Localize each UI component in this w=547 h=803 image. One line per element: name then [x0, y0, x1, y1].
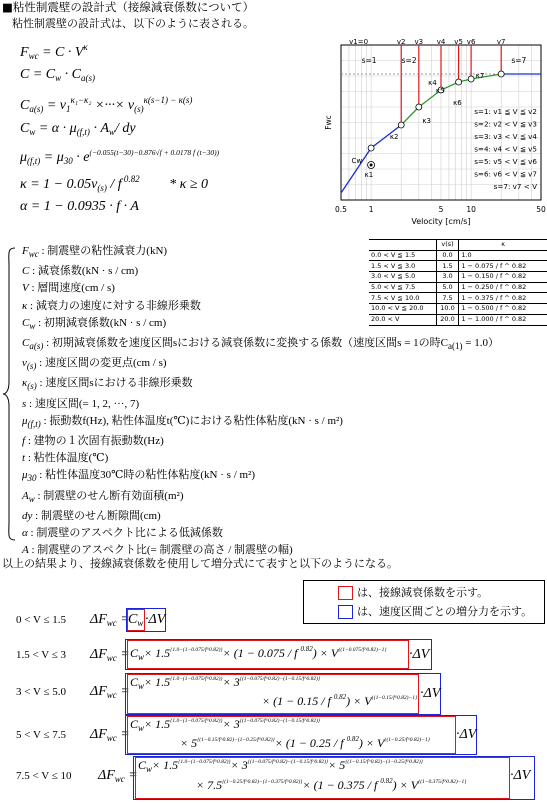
curve-label: κ1 [364, 171, 374, 179]
velocity-label: v4 [436, 38, 446, 46]
expr-row4a: $C_w\times 1.5^{\{1.0-(1-0.075/f\^{}0.82)\}}\times 3^{\{(1-0.075/f\^{}0.82)-(1-0.15/f\^{}0.82)\}}$ [130, 717, 321, 733]
table-header: κ [459, 240, 547, 251]
definition-item [22, 396, 499, 413]
table-cell: 1.5 < V ≦ 3.0 [369, 261, 436, 272]
definition-symbol: A [22, 489, 29, 502]
table-row [369, 304, 547, 315]
table-cell: 0.0 [436, 250, 459, 261]
curve-point [468, 76, 474, 82]
delta-f-2: $\Delta F_{wc}$ = [90, 647, 130, 663]
formula-2: $C = C_w \cdot C_{a(s)}$ [20, 67, 95, 83]
table-row [369, 314, 547, 325]
formula-1: $F_{wc} = C \cdot V^\kappa$ [20, 42, 88, 61]
definition-subscript: (f,t) [27, 418, 41, 429]
delta-f-4: $\Delta F_{wc}$ = [90, 727, 130, 743]
table-row [369, 250, 547, 261]
definition-subscript: wc [28, 249, 39, 259]
range-1: 0 < V ≤ 1.5 [16, 614, 67, 626]
table-header: v(s) [436, 240, 459, 251]
definition-item [22, 433, 499, 450]
definition-symbol: C [22, 265, 30, 278]
curve-label: κ5 [435, 87, 445, 95]
definition-symbol: κ [22, 377, 28, 390]
dv-row2: ·ΔV [409, 647, 430, 662]
definition-item [22, 467, 499, 487]
expr-row2: $C_w\times 1.5^{\{1.0-(1-0.075/f\^{}0.82)\}}\times (1 - 0.075 / f$ $^{0.82}) \times V^{\{(1-0.075/f\^{}0.82)-1\}}$ [130, 645, 387, 662]
formula-4: $C_w = \alpha \cdot \mu_{(f,t)} \cdot A_w/$ dy [20, 121, 136, 137]
expr-row5b: × $7.5^{\{(1-0.25/f\^{}0.82)-(1-0.375/f\^{}0.82)\}}\times (1 - 0.375 / f$ $^{0.82}) \times V^{\{(1-0.375/f\^{}0.82)-1\}}$ [196, 777, 467, 792]
definition-text: : 速度区間の変更点(cm / s) [36, 357, 167, 370]
velocity-label: v5 [454, 38, 463, 46]
table-cell: 7.5 [436, 293, 459, 304]
definition-text: : 初期減衰係数を速度区間sにおける減衰係数に変換する係数（速度区間s = 1の時C [43, 337, 448, 350]
velocity-label: v2 [396, 38, 406, 46]
x-tick-label: 10 [466, 205, 476, 214]
curve-label: κ7 [475, 72, 485, 80]
table-cell: 1 − 0.500 / f ^ 0.82 [459, 304, 547, 315]
table-cell: 1 − 0.250 / f ^ 0.82 [459, 282, 547, 293]
curve-segment-s2-s6 [401, 74, 501, 125]
table-cell: 10.0 [436, 304, 459, 315]
definition-symbol: μ [22, 414, 28, 427]
table-cell: 1 − 0.075 / f ^ 0.82 [459, 261, 547, 272]
velocity-label: v1=0 [349, 38, 369, 46]
definition-symbol: s [22, 397, 27, 410]
formula-3: $C_{a(s)} = v_1^{\kappa_1-\kappa_2}$ ×···× $v_{(s)}^{\kappa(s-1) - \kappa(s)}$ [20, 95, 193, 114]
definition-item [22, 450, 499, 467]
definition-symbol: F [22, 245, 29, 257]
x-tick-label: 50 [536, 205, 546, 214]
definition-subscript: w [28, 493, 35, 504]
definition-symbol: C [22, 316, 30, 329]
delta-f-5: $\Delta F_{wc}$ = [98, 768, 138, 784]
curve-point [398, 122, 404, 128]
table-cell: 0.0 < V ≦ 1.5 [369, 250, 436, 261]
formula-5: $\mu_{(f,t)} = \mu_{30} \cdot e^{(-0.055(t-30)-0.876√f + 0.0178 f (t-30))}$ [20, 148, 220, 166]
definition-symbol: μ [22, 469, 28, 482]
expr-row3b: × (1 − 0.15 / f $^{0.82}) \times V^{\{(1-0.15/f\^{}0.82)-1\}}$ [262, 693, 418, 708]
dv-row1: ·ΔV [145, 612, 166, 627]
definition-text: : 減衰力の速度に対する非線形乗数 [27, 299, 201, 312]
definition-subscript: a(s) [29, 341, 44, 352]
curve-label: κ3 [422, 117, 432, 125]
range-2: 1.5 < V ≤ 3 [16, 649, 67, 661]
definition-text: : 制震壁のアスペクト比による低減係数 [27, 527, 223, 540]
curve-point [416, 104, 422, 110]
summary-text: 以上の結果より、接線減衰係数を使用して増分式にて表すと以下のようになる。 [2, 557, 398, 570]
table-cell: 7.5 < V ≦ 10.0 [369, 293, 436, 304]
definition-text: : 減衰係数(kN · s / cm) [29, 265, 139, 278]
table-cell: 20.0 [436, 314, 459, 325]
curve-label: Cw [351, 157, 363, 165]
definition-subscript: (s) [27, 381, 37, 392]
definition-symbol: V [22, 282, 29, 295]
intro-text: 粘性制震壁の設計式は、以下のように表される。 [12, 17, 254, 30]
definition-text: : 振動数f(Hz), 粘性体温度t(℃)における粘性体粘度(kN · s / m²) [40, 414, 343, 427]
curve-label: κ6 [453, 99, 462, 107]
range-5: 7.5 < V ≤ 10 [16, 770, 72, 782]
formula-7: α = 1 − 0.0935 · f · A [20, 199, 139, 214]
definition-text: : 速度区間sにおける非線形乗数 [36, 377, 193, 390]
section-heading: ■粘性制震壁の設計式（接線減衰係数について） [2, 0, 255, 14]
blue-box-icon [338, 605, 353, 619]
legend-entry: s=1: v1 ≦ V ≦ v2 [474, 107, 537, 116]
table-cell: 10.0 < V ≦ 20.0 [369, 304, 436, 315]
definition-symbol: f [22, 435, 26, 448]
expr-row4b: × $5^{\{(1-0.15/f\^{}0.82)-(1-0.25/f\^{}0.82)\}}\times (1 - 0.25 / f$ $^{0.82}) \times V^{\{(1-0.25/f\^{}0.82)-1\}}$ [180, 735, 430, 750]
curve-label: κ2 [389, 133, 399, 141]
definition-item [22, 525, 499, 542]
definition-text: : 制震壁のアスペクト比(= 制震壁の高さ / 制震壁の幅) [28, 544, 293, 557]
table-cell: 20.0 < V [369, 314, 436, 325]
kappa-table-wrap [369, 239, 547, 326]
expr-row5a: $C_w\times 1.5^{\{1.0-(1-0.075/f\^{}0.82)\}}\times 3^{\{(1-0.075/f\^{}0.82)-(1-0.15/f\^{}0.82)\}}\times 5^{\{(1-0.15/f\^{}0.82)-(1-0.25/f\^{}0.82)\}}$ [138, 758, 423, 774]
table-row [369, 282, 547, 293]
definition-symbol: dy [22, 509, 33, 522]
legend-entry: s=6: v6 < V ≦ v7 [474, 169, 537, 179]
curve-label: κ4 [428, 79, 437, 87]
legend-entry: s=2: v2 < V ≦ v3 [474, 119, 537, 129]
delta-f-1: $\Delta F_{wc}$ = [90, 612, 130, 628]
definition-item [22, 508, 499, 525]
x-tick-label: 1 [368, 205, 374, 214]
velocity-chart [325, 36, 545, 226]
velocity-label: v6 [466, 38, 476, 46]
curve-point [498, 71, 504, 77]
table-row [369, 272, 547, 283]
definition-text: : 初期減衰係数(kN · s / cm) [35, 316, 167, 329]
velocity-label: v3 [414, 38, 424, 46]
formula-6: $\kappa = 1 - 0.05v_{(s)} / f$ $^{0.82}$ * κ ≥ 0 [20, 174, 209, 193]
table-cell: 1.5 [436, 261, 459, 272]
x-tick-label: 0.5 [335, 205, 347, 214]
table-cell: 1.0 [459, 250, 547, 261]
definition-text: : 制震壁のせん断隙間(cm) [32, 509, 161, 522]
definition-item [22, 375, 499, 395]
table-row [369, 261, 547, 272]
legend-blue: は、速度区間ごとの増分力を示す。 [338, 605, 532, 619]
table-cell: 3.0 [436, 272, 459, 283]
definition-item [22, 488, 499, 508]
region-label: s=2 [401, 56, 417, 65]
kappa-table [369, 239, 547, 326]
dv-row4: ·ΔV [456, 727, 477, 742]
definition-item [22, 413, 499, 433]
definition-text: : 建物の１次固有振動数(Hz) [25, 435, 164, 448]
definitions-brace [2, 246, 18, 546]
definition-symbol: A [22, 544, 29, 557]
legend-entry: s=4: v4 < V ≦ v5 [474, 144, 537, 154]
dv-row5: ·ΔV [510, 768, 531, 783]
definition-text: : 制震壁のせん断有効面積(m²) [34, 489, 184, 502]
cw-marker-dot [370, 164, 373, 167]
curve-point [368, 145, 374, 151]
x-tick-label: 5 [438, 205, 444, 214]
expr-row3a: $C_w\times 1.5^{\{1.0-(1-0.075/f\^{}0.82)\}}\times 3^{\{(1-0.075/f\^{}0.82)-(1-0.15/f\^{}0.82)\}}$ [130, 675, 321, 691]
definition-symbol: α [22, 527, 28, 540]
definition-item [22, 355, 499, 375]
delta-f-3: $\Delta F_{wc}$ = [90, 684, 130, 700]
x-axis-label: Velocity [cm/s] [411, 217, 471, 226]
definition-subscript: 30 [27, 473, 37, 484]
definition-text: : 粘性体温度(℃) [25, 452, 109, 465]
table-cell: 1 − 0.150 / f ^ 0.82 [459, 272, 547, 283]
color-legend [303, 580, 545, 624]
definition-text: : 層間速度(cm / s) [28, 282, 115, 295]
dv-row3: ·ΔV [420, 686, 441, 701]
table-cell: 5.0 [436, 282, 459, 293]
legend-entry: s=3: v3 < V ≦ v4 [474, 132, 537, 141]
definition-symbol: κ [22, 299, 28, 312]
table-header [369, 240, 436, 251]
table-row [369, 293, 547, 304]
legend-red: は、接線減衰係数を示す。 [338, 586, 488, 600]
table-cell: 1 − 0.375 / f ^ 0.82 [459, 293, 547, 304]
table-cell: 1 − 1.000 / f ^ 0.82 [459, 314, 547, 325]
velocity-label: v7 [496, 38, 506, 46]
range-4: 5 < V ≤ 7.5 [16, 729, 67, 741]
definition-symbol: C [22, 337, 30, 350]
definition-subscript: w [29, 320, 36, 331]
legend-entry: s=7: v7 < V [493, 182, 537, 191]
red-box-icon [338, 586, 353, 600]
definition-symbol: v [22, 357, 27, 370]
definition-text: : 粘性体温度30℃時の粘性体粘度(kN · s / m²) [36, 469, 256, 482]
definition-text: : 制震壁の粘性減衰力(kN) [38, 245, 168, 257]
y-axis-label: Fwc [324, 115, 333, 130]
range-3: 3 < V ≤ 5.0 [16, 686, 67, 698]
legend-entry: s=5: v5 < V ≦ v6 [474, 157, 537, 166]
curve-point [456, 79, 462, 85]
table-cell: 5.0 < V ≦ 7.5 [369, 282, 436, 293]
cw-row1: $C_w$ [128, 612, 144, 628]
region-label: s=1 [361, 56, 377, 65]
definition-symbol: t [22, 452, 26, 465]
definition-subscript: (s) [26, 361, 37, 372]
table-cell: 3.0 < V ≦ 5.0 [369, 272, 436, 283]
definition-item: $C_{a(s)}$ : 初期減衰係数を速度区間sにおける減衰係数に変換する係数（速度区間s = 1の時$C_{a(1)} = 1.0$） [22, 337, 499, 352]
region-label: s=7 [511, 56, 527, 65]
definition-text: : 速度区間(= 1, 2, ···, 7) [26, 397, 140, 410]
